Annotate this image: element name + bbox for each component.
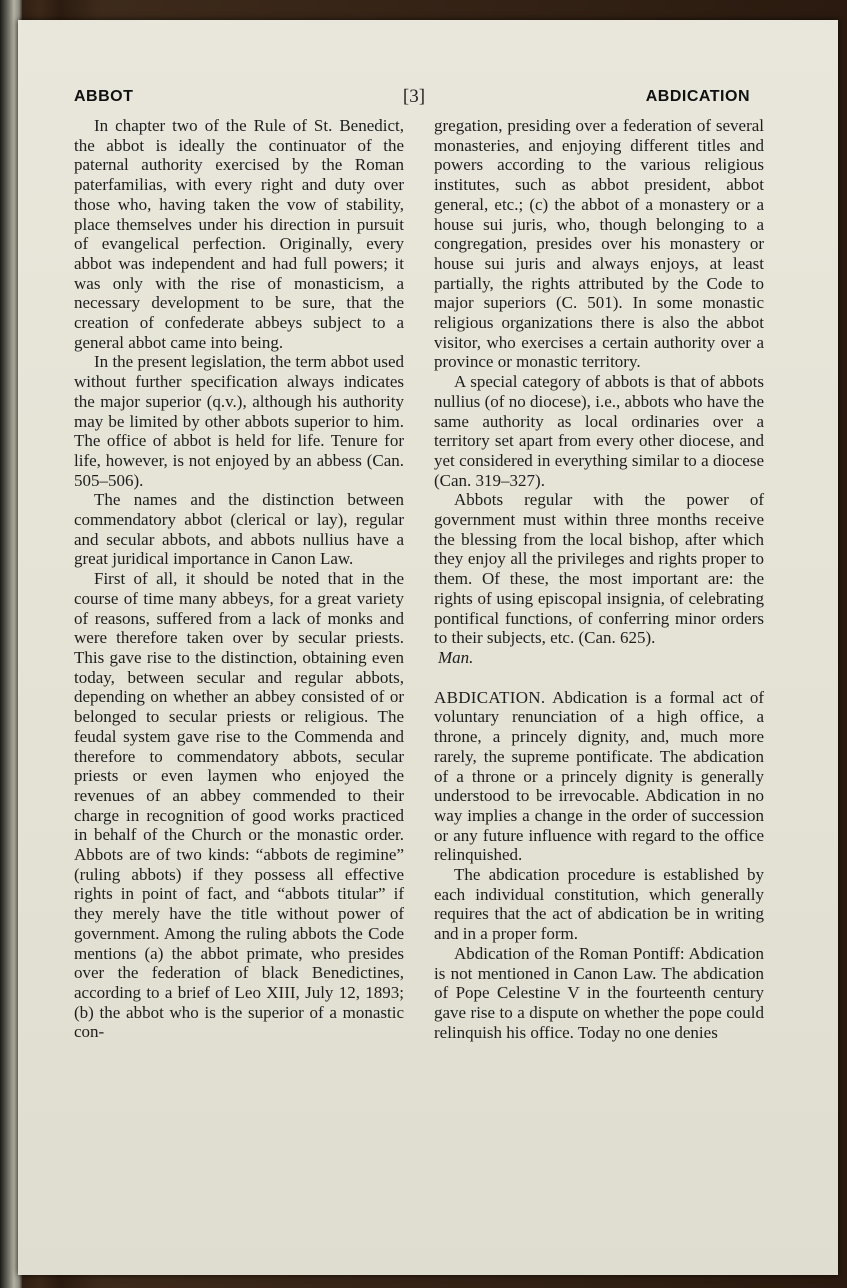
page-number: [3] (402, 86, 426, 107)
abdication-entry (434, 688, 764, 865)
paragraph: A special category of abbots is that of abbots nullius (of no diocese), i.e., abbots who have the same authority as local ordinaries over a territory set apart from every other diocese, and yet considered in everything similar to a diocese (Can. 319–327). (434, 372, 764, 490)
paragraph: gregation, presiding over a federation of several monasteries, and enjoying different titles and powers according to the various religious institutes, such as abbot president, abbot general, etc.; (c) the abbot of a monastery or a house sui juris, who, though belonging to a congregation, presides over his monastery or house sui juris and always enjoys, at least partially, the rights attributed by the Code to major superiors (C. 501). In some monastic religious organizations there is also the abbot visitor, who exercises a certain authority over a province or monastic territory. (434, 116, 764, 372)
paragraph: Abbots regular with the power of government must within three months receive the blessing from the local bishop, after which they enjoy all the privileges and rights proper to them. Of these, the most important are: the rights of using episcopal insignia, of celebrating pontifical functions, of conferring minor orders to their subjects, etc. (Can. 625). (434, 490, 764, 648)
paragraph: In chapter two of the Rule of St. Benedict, the abbot is ideally the continuator of the paternal authority exercised by the Roman paterfamilias, with every right and duty over those who, having taken the vow of stability, place themselves under his direction in pursuit of evangelical perfection. Originally, every abbot was independent and had full powers; it was only with the rise of monasticism, a necessary development to be sure, that the creation of confederate abbeys subject to a general abbot came into being. (74, 116, 404, 352)
header-left-term: ABBOT (74, 88, 134, 105)
right-column (434, 116, 764, 1042)
left-column (74, 116, 404, 1042)
paragraph: The abdication procedure is established by each individual constitution, which generally requires that the act of abdication be in writing and in a proper form. (434, 865, 764, 944)
paragraph: The names and the distinction between commendatory abbot (clerical or lay), regular and secular abbots, and abbots nullius have a great juridical importance in Canon Law. (74, 490, 404, 569)
paragraph: In the present legislation, the term abbot used without further specification always indicates the major superior (q.v.), although his authority may be limited by other abbots superior to him. The office of abbot is held for life. Tenure for life, however, is not enjoyed by an abbess (Can. 505–506). (74, 352, 404, 490)
running-header (74, 88, 750, 108)
paragraph: Abdication of the Roman Pontiff: Abdication is not mentioned in Canon Law. The abdication of Pope Celestine V in the fourteenth century gave rise to a dispute on whether the pope could relinquish his office. Today no one denies (434, 943, 764, 1042)
author-signature: Man. (438, 647, 474, 667)
header-right-term: ABDICATION (645, 88, 750, 105)
entry-intro: Abdication is a formal act of voluntary renunciation of a high office, a throne, a princely dignity, and, much more rarely, the supreme pontificate. The abdication of a throne or a princely dignity is generally understood to be irrevocable. Abdication in no way implies a change in the order of succession or any future influence with regard to the office relinquished. (434, 687, 765, 865)
entry-heading: ABDICATION. (434, 687, 546, 707)
paragraph: First of all, it should be noted that in the course of time many abbeys, for a great variety of reasons, suffered from a lack of monks and were therefore taken over by secular priests. This gave rise to the distinction, obtaining even today, between secular and regular abbots, depending on whether an abbey consisted of or belonged to secular priests or religious. The feudal system gave rise to the Commenda and therefore to commendatory abbots, secular priests or even laymen who enjoyed the revenues of an abbey commended to their charge in recognition of good works practiced in behalf of the Church or the monastic order. Abbots are of two kinds: “abbots de regimine” (ruling abbots) if they possess all effective rights in point of fact, and “abbots titular” if they merely have the title without power of government. Among the ruling abbots the Code mentions (a) the abbot primate, who presides over the federation of black Benedictines, according to a brief of Leo XIII, July 12, 1893; (b) the abbot who is the superior of a monastic con- (74, 569, 404, 1042)
